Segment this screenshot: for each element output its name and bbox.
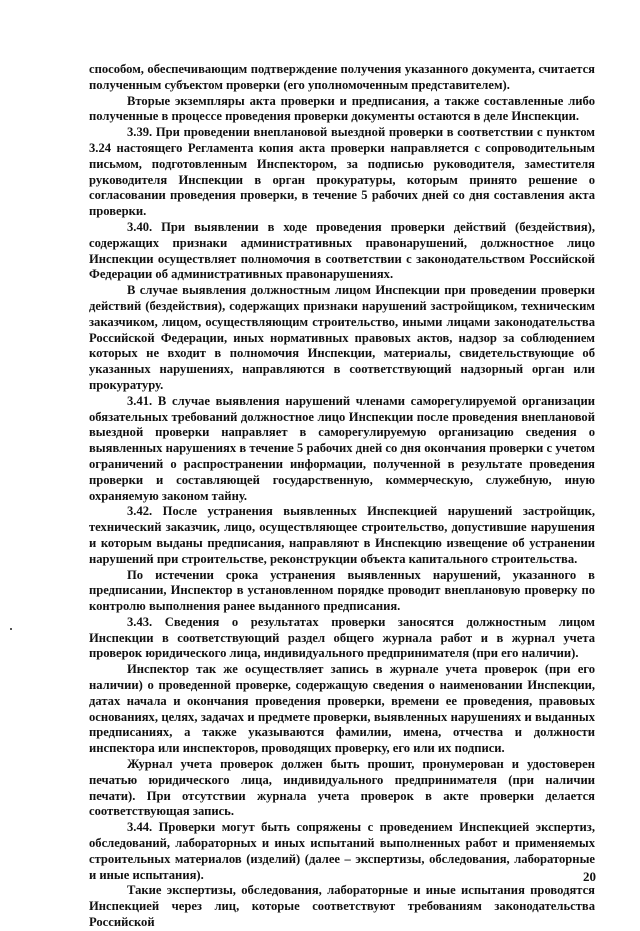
paragraph: 3.39. При проведении внеплановой выездной проверки в соответствии с пунктом 3.24 настоящего Регламента копия акта проверки направляется с сопроводительным письмом, подготовленным Инспектором, за подписью руководителя, заместителя руководителя Инспекции в орган прокуратуры, которым принято решение о согласовании проведения проверки, в течение 5 рабочих дней со дня составления акта проверки. — [89, 125, 595, 219]
paragraph: По истечении срока устранения выявленных нарушений, указанного в предписании, Инспектор в установленном порядке проводит внеплановую проверку по контролю выполнения ранее выданного предписания. — [89, 567, 595, 614]
paragraph: Вторые экземпляры акта проверки и предписания, а также составленные либо полученные в процессе проведения проверки документы остаются в деле Инспекции. — [89, 93, 595, 124]
paragraph: 3.44. Проверки могут быть сопряжены с проведением Инспекцией экспертиз, обследований, лабораторных и иных испытаний выполненных работ и применяемых строительных материалов (изделий) (далее – экспертизы, обследования, лабораторные и иные испытания). — [89, 820, 595, 882]
paragraph: 3.42. После устранения выявленных Инспекцией нарушений застройщик, технический заказчик, лицо, осуществляющее строительство, допустившие нарушения и которым выданы предписания, направляют в Инспекцию извещение об устранении нарушений при строительстве, реконструкции объекта капитального строительства. — [89, 504, 595, 566]
scan-speck — [10, 628, 12, 630]
document-body — [89, 62, 595, 931]
paragraph: В случае выявления должностным лицом Инспекции при проведении проверки действий (бездействия), содержащих признаки нарушений застройщиком, техническим заказчиком, лицом, осуществляющим строительство, иными лицами законодательства Российской Федерации, иных нормативных правовых актов, надзор за соблюдением которых не входит в полномочия Инспекции, материалы, свидетельствующие об указанных нарушениях, направляются в соответствующий надзорный орган или прокуратуру. — [89, 283, 595, 392]
paragraph: Инспектор так же осуществляет запись в журнале учета проверок (при его наличии) о проведенной проверке, содержащую сведения о наименовании Инспекции, датах начала и окончания проведения проверки, времени ее проведения, правовых основаниях, целях, задачах и предмете проверки, выявленных нарушениях и выданных предписаниях, а также указываются фамилии, имена, отчества и должности инспектора или инспекторов, проводящих проверку, его или их подписи. — [89, 662, 595, 756]
paragraph: Такие экспертизы, обследования, лабораторные и иные испытания проводятся Инспекцией через лиц, которые соответствуют требованиям законодательства Российской — [89, 883, 595, 930]
paragraph: 3.41. В случае выявления нарушений членами саморегулируемой организации обязательных требований должностное лицо Инспекции после проведения внеплановой выездной проверки направляет в саморегулируемую организацию сведения о выявленных нарушениях в течение 5 рабочих дней со дня окончания проверки с учетом ограничений о распространении информации, полученной в результате проведения проверки и составляющей государственную, коммерческую, служебную, иную охраняемую законом тайну. — [89, 393, 595, 503]
paragraph: 3.40. При выявлении в ходе проведения проверки действий (бездействия), содержащих признаки административных правонарушений, должностное лицо Инспекции осуществляет полномочия в соответствии с законодательством Российской Федерации об административных правонарушениях. — [89, 219, 595, 282]
paragraph: 3.43. Сведения о результатах проверки заносятся должностным лицом Инспекции в соответствующий раздел общего журнала работ и в журнал учета проверок юридического лица, индивидуального предпринимателя (при его наличии). — [89, 614, 595, 661]
page-number: 20 — [583, 869, 596, 884]
paragraph: Журнал учета проверок должен быть прошит, пронумерован и удостоверен печатью юридического лица, индивидуального предпринимателя (при наличии печати). При отсутствии журнала учета проверок в акте проверки делается соответствующая запись. — [89, 757, 595, 819]
paragraph: способом, обеспечивающим подтверждение получения указанного документа, считается полученным субъектом проверки (его уполномоченным представителем). — [89, 62, 595, 92]
